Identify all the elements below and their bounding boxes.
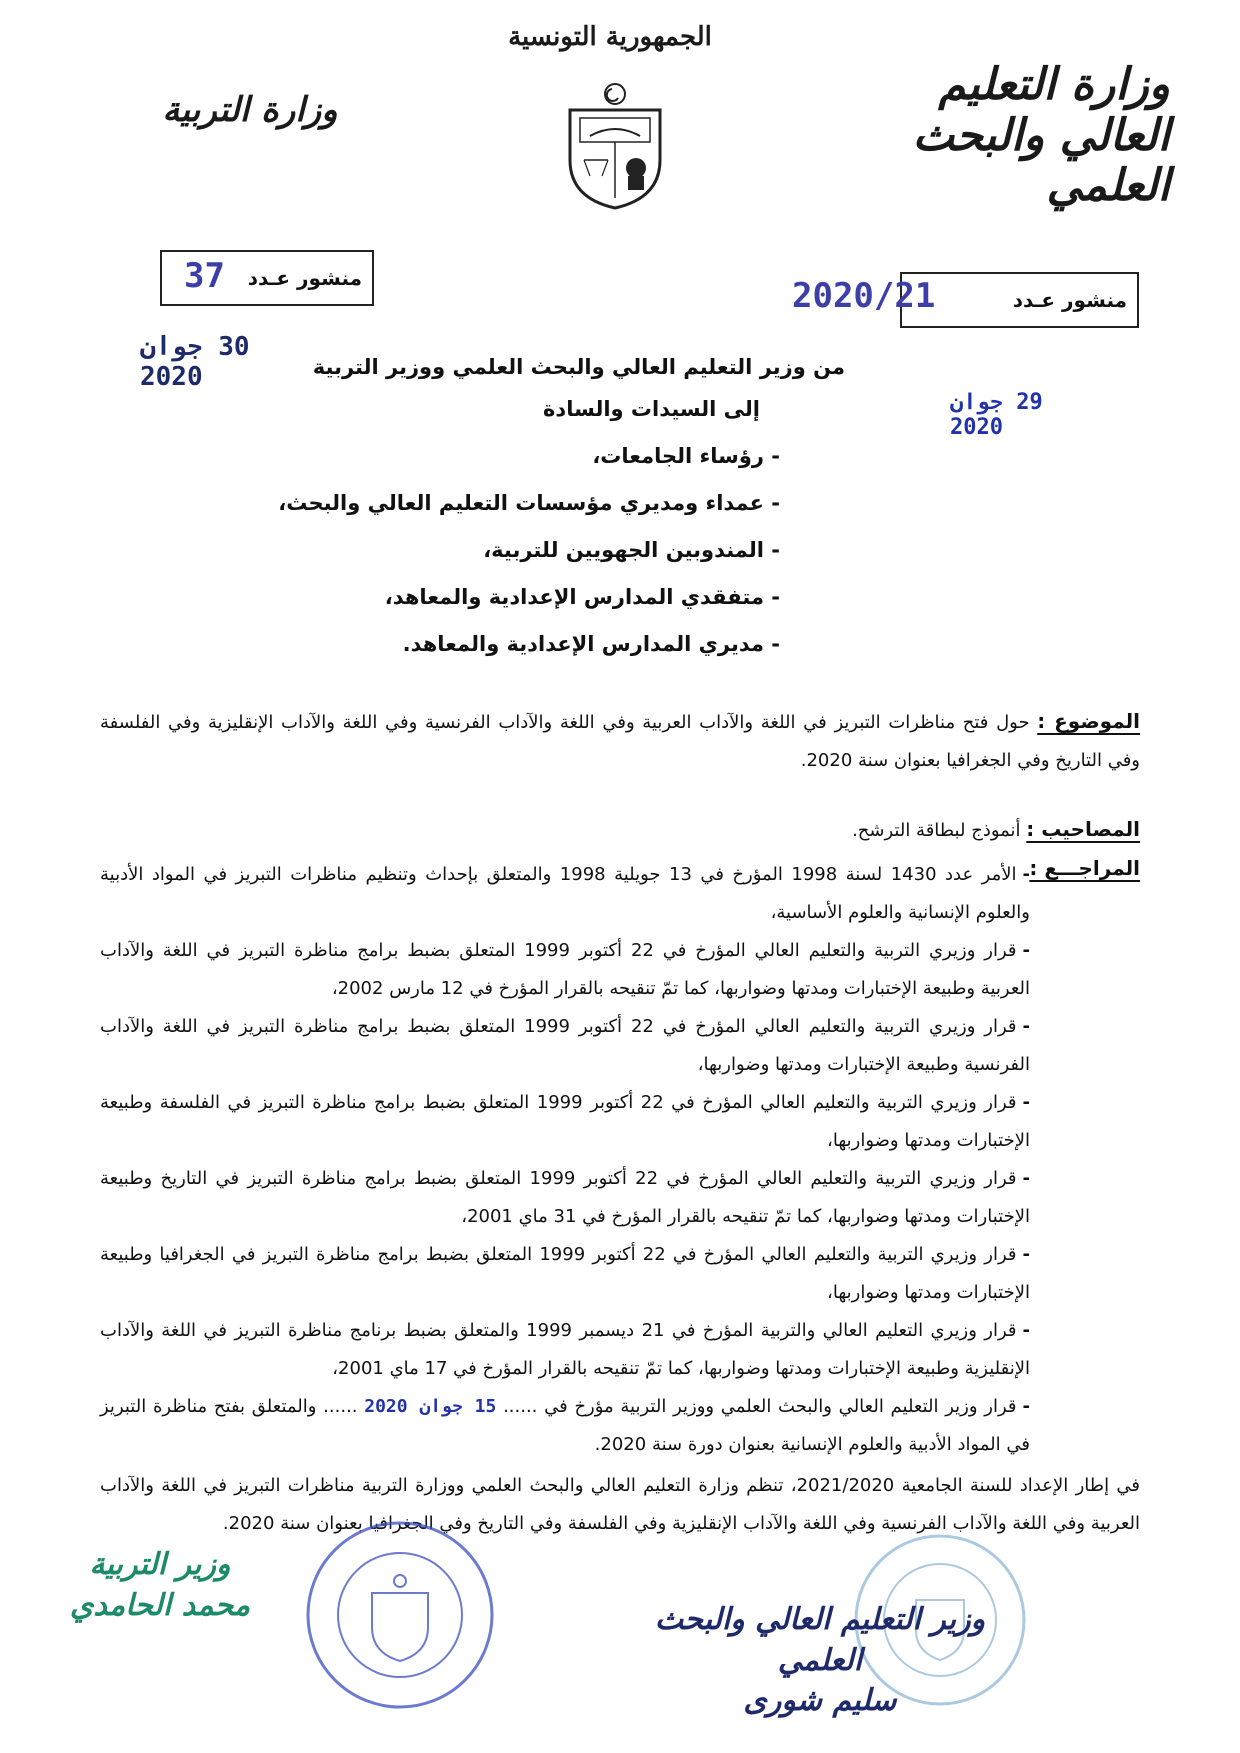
sender-line: من وزير التعليم العالي والبحث العلمي ووزير التربية (312, 355, 845, 379)
reference-item: -قرار وزيري التربية والتعليم العالي المؤرخ في 22 أكتوبر 1999 المتعلق بضبط برامج مناظرة التبريز في اللغة والآداب الفرنسية وطبيعة الإختبارات ومدتها وضواربها، (100, 1016, 1030, 1075)
ministry-higher-education-heading: وزارة التعليم العالي والبحث العلمي (912, 59, 1170, 212)
signature-higher-education-minister (640, 1600, 1000, 1722)
recipient-list (180, 440, 780, 675)
inline-date-stamp: 15 جوان 2020 (364, 1396, 497, 1417)
subject-label: الموضوع : (1037, 709, 1140, 733)
reference-item: -قرار وزيري التربية والتعليم العالي المؤرخ في 22 أكتوبر 1999 المتعلق بضبط برامج مناظرة التبريز في اللغة والآداب العربية وطبيعة الإختبارات ومدتها وضواربها، كما تمّ تنقيحه بالقرار المؤرخ في 12 مارس 2002، (100, 940, 1030, 999)
reference-item: -قرار وزيري التربية والتعليم العالي المؤرخ في 22 أكتوبر 1999 المتعلق بضبط برامج مناظرة التبريز في الجغرافيا وطبيعة الإختبارات ومدتها وضواربها، (100, 1244, 1030, 1303)
circular-number-box-right (792, 272, 1139, 328)
recipient-intro: إلى السيدات والسادة (543, 397, 760, 421)
attachments-text: أنموذج لبطاقة الترشح. (852, 820, 1021, 841)
intro-paragraph: في إطار الإعداد للسنة الجامعية 2021/2020، تنظم وزارة التعليم العالي والبحث العلمي ووزارة التربية مناظرات التبريز في اللغة والآداب العربية وفي اللغة والآداب الفرنسية وفي اللغة والآداب الإنقليزية وفي الفلسفة وفي التاريخ وفي الجغرافيا بعنوان سنة 2020. (100, 1475, 1140, 1534)
date-stamp-left: 30 جوان 2020 (140, 332, 250, 392)
circular-number-box-left (160, 250, 374, 306)
reference-item: -قرار وزيري التربية والتعليم العالي المؤرخ في 22 أكتوبر 1999 المتعلق بضبط برامج مناظرة التبريز في التاريخ وطبيعة الإختبارات ومدتها وضواربها، كما تمّ تنقيحه بالقرار المؤرخ في 31 ماي 2001، (100, 1168, 1030, 1227)
reference-item: -الأمر عدد 1430 لسنة 1998 المؤرخ في 13 جويلية 1998 والمتعلق بإحداث وتنظيم مناظرات التبريز في المواد الأدبية والعلوم الإنسانية والعلوم الأساسية، (100, 864, 1030, 923)
references-section (100, 856, 1140, 1464)
circular-label: منشور عـدد (247, 266, 362, 290)
references-label: المراجـــع : (1029, 856, 1140, 880)
recipient-item: - متفقدي المدارس الإعدادية والمعاهد، (384, 585, 780, 609)
subject-section (100, 702, 1140, 780)
reference-item: -قرار وزير التعليم العالي والبحث العلمي ووزير التربية مؤرخ في ...... 15 جوان 2020 ...... والمتعلق بفتح مناظرة التبريز في المواد الأدبية والعلوم الإنسانية بعنوان دورة سنة 2020. (100, 1396, 1030, 1455)
ministry-education-heading: وزارة التربية (162, 90, 338, 130)
signature-title: وزير التعليم العالي والبحث العلمي (654, 1602, 986, 1678)
references-list (100, 856, 1140, 1464)
signature-education-minister (20, 1545, 300, 1626)
recipient-item: - المندوبين الجهويين للتربية، (483, 538, 780, 562)
attachments-label: المصاحيب : (1026, 817, 1140, 841)
signature-title: وزير التربية (89, 1547, 231, 1582)
subject-text: حول فتح مناظرات التبريز في اللغة والآداب العربية وفي اللغة والآداب الفرنسية وفي اللغة والآداب الإنقليزية وفي الفلسفة وفي التاريخ وفي الجغرافيا بعنوان سنة 2020. (100, 712, 1140, 771)
circular-number: 2020/21 (792, 276, 936, 316)
reference-item: -قرار وزيري التعليم العالي والتربية المؤرخ في 21 ديسمبر 1999 والمتعلق بضبط برنامج مناظرة التبريز في اللغة والآداب الإنقليزية وطبيعة الإختبارات ومدتها وضواربها، كما تمّ تنقيحه بالقرار المؤرخ في 17 ماي 2001، (100, 1320, 1030, 1379)
signature-name: سليم شورى (743, 1683, 897, 1718)
recipient-item: - رؤساء الجامعات، (592, 444, 780, 468)
coat-of-arms-icon (560, 80, 670, 210)
reference-item: -قرار وزيري التربية والتعليم العالي المؤرخ في 22 أكتوبر 1999 المتعلق بضبط برامج مناظرة التبريز في الفلسفة وطبيعة الإختبارات ومدتها وضواربها، (100, 1092, 1031, 1151)
circular-number: 37 (184, 256, 225, 296)
circular-label: منشور عـدد (1012, 288, 1127, 312)
recipient-item: - مديري المدارس الإعدادية والمعاهد. (402, 632, 780, 656)
attachments-section (100, 810, 1140, 850)
republic-heading: الجمهورية التونسية (508, 22, 712, 52)
recipient-item: - عمداء ومديري مؤسسات التعليم العالي والبحث، (278, 491, 780, 515)
date-stamp-right: 29 جوان 2020 (950, 390, 1043, 440)
ministry-seal-icon (300, 1515, 500, 1715)
signature-name: محمد الحامدي (69, 1587, 251, 1623)
